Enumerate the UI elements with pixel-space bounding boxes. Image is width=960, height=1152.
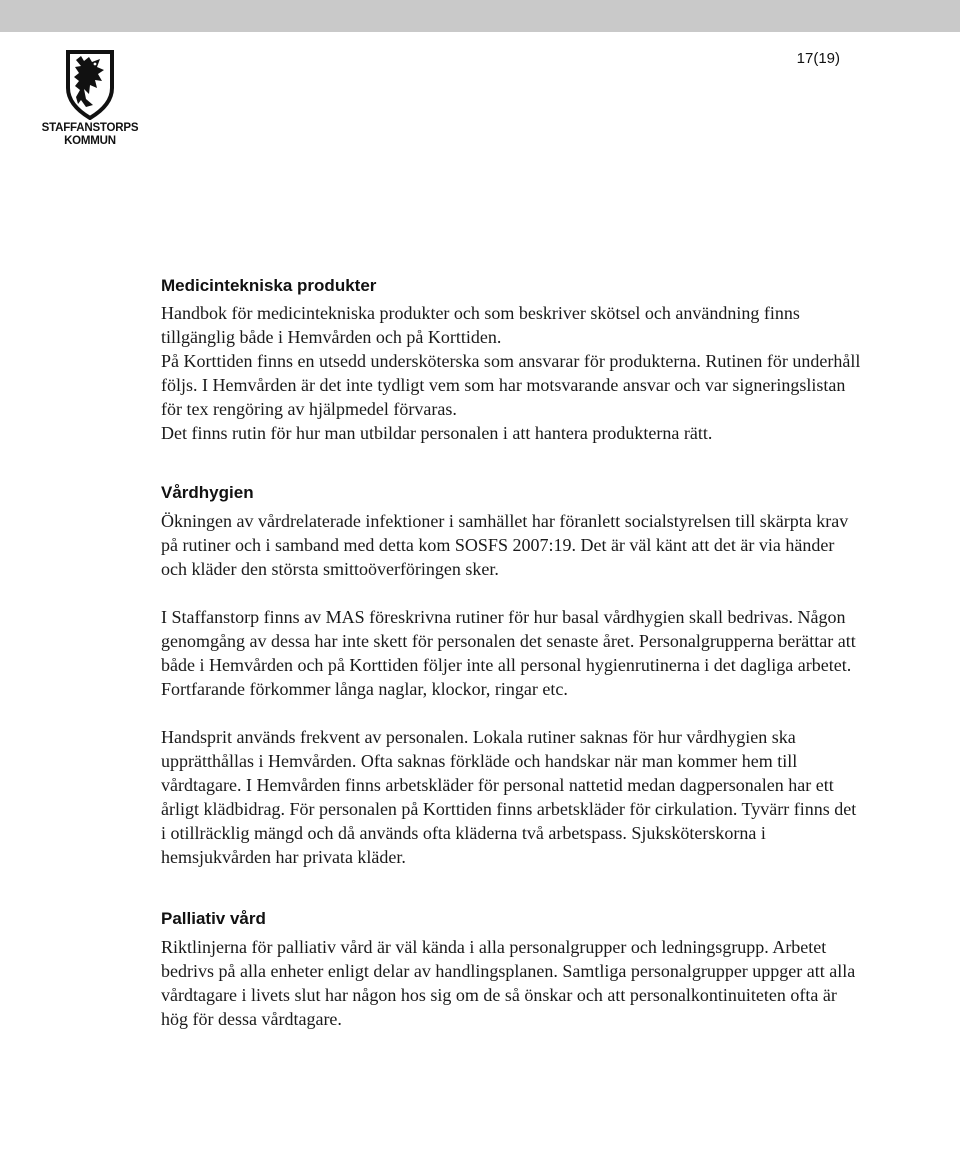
paragraph: Handsprit används frekvent av personalen. Lokala rutiner saknas för hur vårdhygien ska upprätthållas i Hemvården. Ofta saknas förkläde och handskar när man kommer hem till vårdtagare. I Hemvården finns arbetskläder för personal nattetid medan dagpersonalen har ett årligt klädbidrag. För personalen på Korttiden finns arbetskläder för cirkulation. Tyvärr finns det i otillräcklig mängd och då används ofta kläderna två arbetspass. Sjuksköterskorna i hemsjukvården har privata kläder. (161, 727, 857, 867)
page-number: 17(19) (796, 50, 840, 67)
logo-text-line1: STAFFANSTORPS (41, 122, 139, 134)
paragraph: Handbok för medicintekniska produkter och som beskriver skötsel och användning finns tillgänglig både i Hemvården och på Korttiden. (161, 303, 800, 347)
section-body-medicintekniska (161, 301, 861, 445)
paragraph: På Korttiden finns en utsedd undersköterska som ansvarar för produkterna. Rutinen för underhåll följs. I Hemvården är det inte tydligt vem som har motsvarande ansvar och var signeringslistan för tex rengöring av hjälpmedel förvaras. (161, 351, 861, 419)
paragraph: Det finns rutin för hur man utbildar personalen i att hantera produkterna rätt. (161, 423, 713, 443)
section-heading-vardhygien: Vårdhygien (161, 483, 254, 502)
logo-text-line2: KOMMUN (64, 135, 116, 147)
document-content (161, 274, 861, 1031)
section-heading-palliativ: Palliativ vård (161, 909, 266, 928)
staffanstorp-logo (40, 50, 140, 150)
paragraph: Ökningen av vårdrelaterade infektioner i samhället har föranlett socialstyrelsen till skärpta krav på rutiner och i samband med detta kom SOSFS 2007:19. Det är väl känt att det är via händer och kläder den största smittoöverföringen sker. (161, 511, 849, 579)
section-body-vardhygien (161, 509, 861, 869)
paragraph: I Staffanstorp finns av MAS föreskrivna rutiner för hur basal vårdhygien skall bedrivas. Någon genomgång av dessa har inte skett för personalen det senaste året. Personalgrupperna berättar att både i Hemvården och på Korttiden följer inte all personal hygienrutinerna i det dagliga arbetet. Fortfarande förkommer långa naglar, klockor, ringar etc. (161, 607, 856, 699)
paragraph: Riktlinjerna för palliativ vård är väl kända i alla personalgrupper och ledningsgrupp. Arbetet bedrivs på alla enheter enligt delar av handlingsplanen. Samtliga personalgrupper uppger att alla vårdtagare i livets slut har någon hos sig om de så önskar och att personalkontinuiteten ofta är hög för dessa vårdtagare. (161, 937, 856, 1029)
griffin-shield-icon (40, 50, 140, 120)
viewer-top-bar (0, 0, 960, 32)
section-body-palliativ (161, 935, 861, 1031)
section-heading-medicintekniska: Medicintekniska produkter (161, 276, 377, 295)
